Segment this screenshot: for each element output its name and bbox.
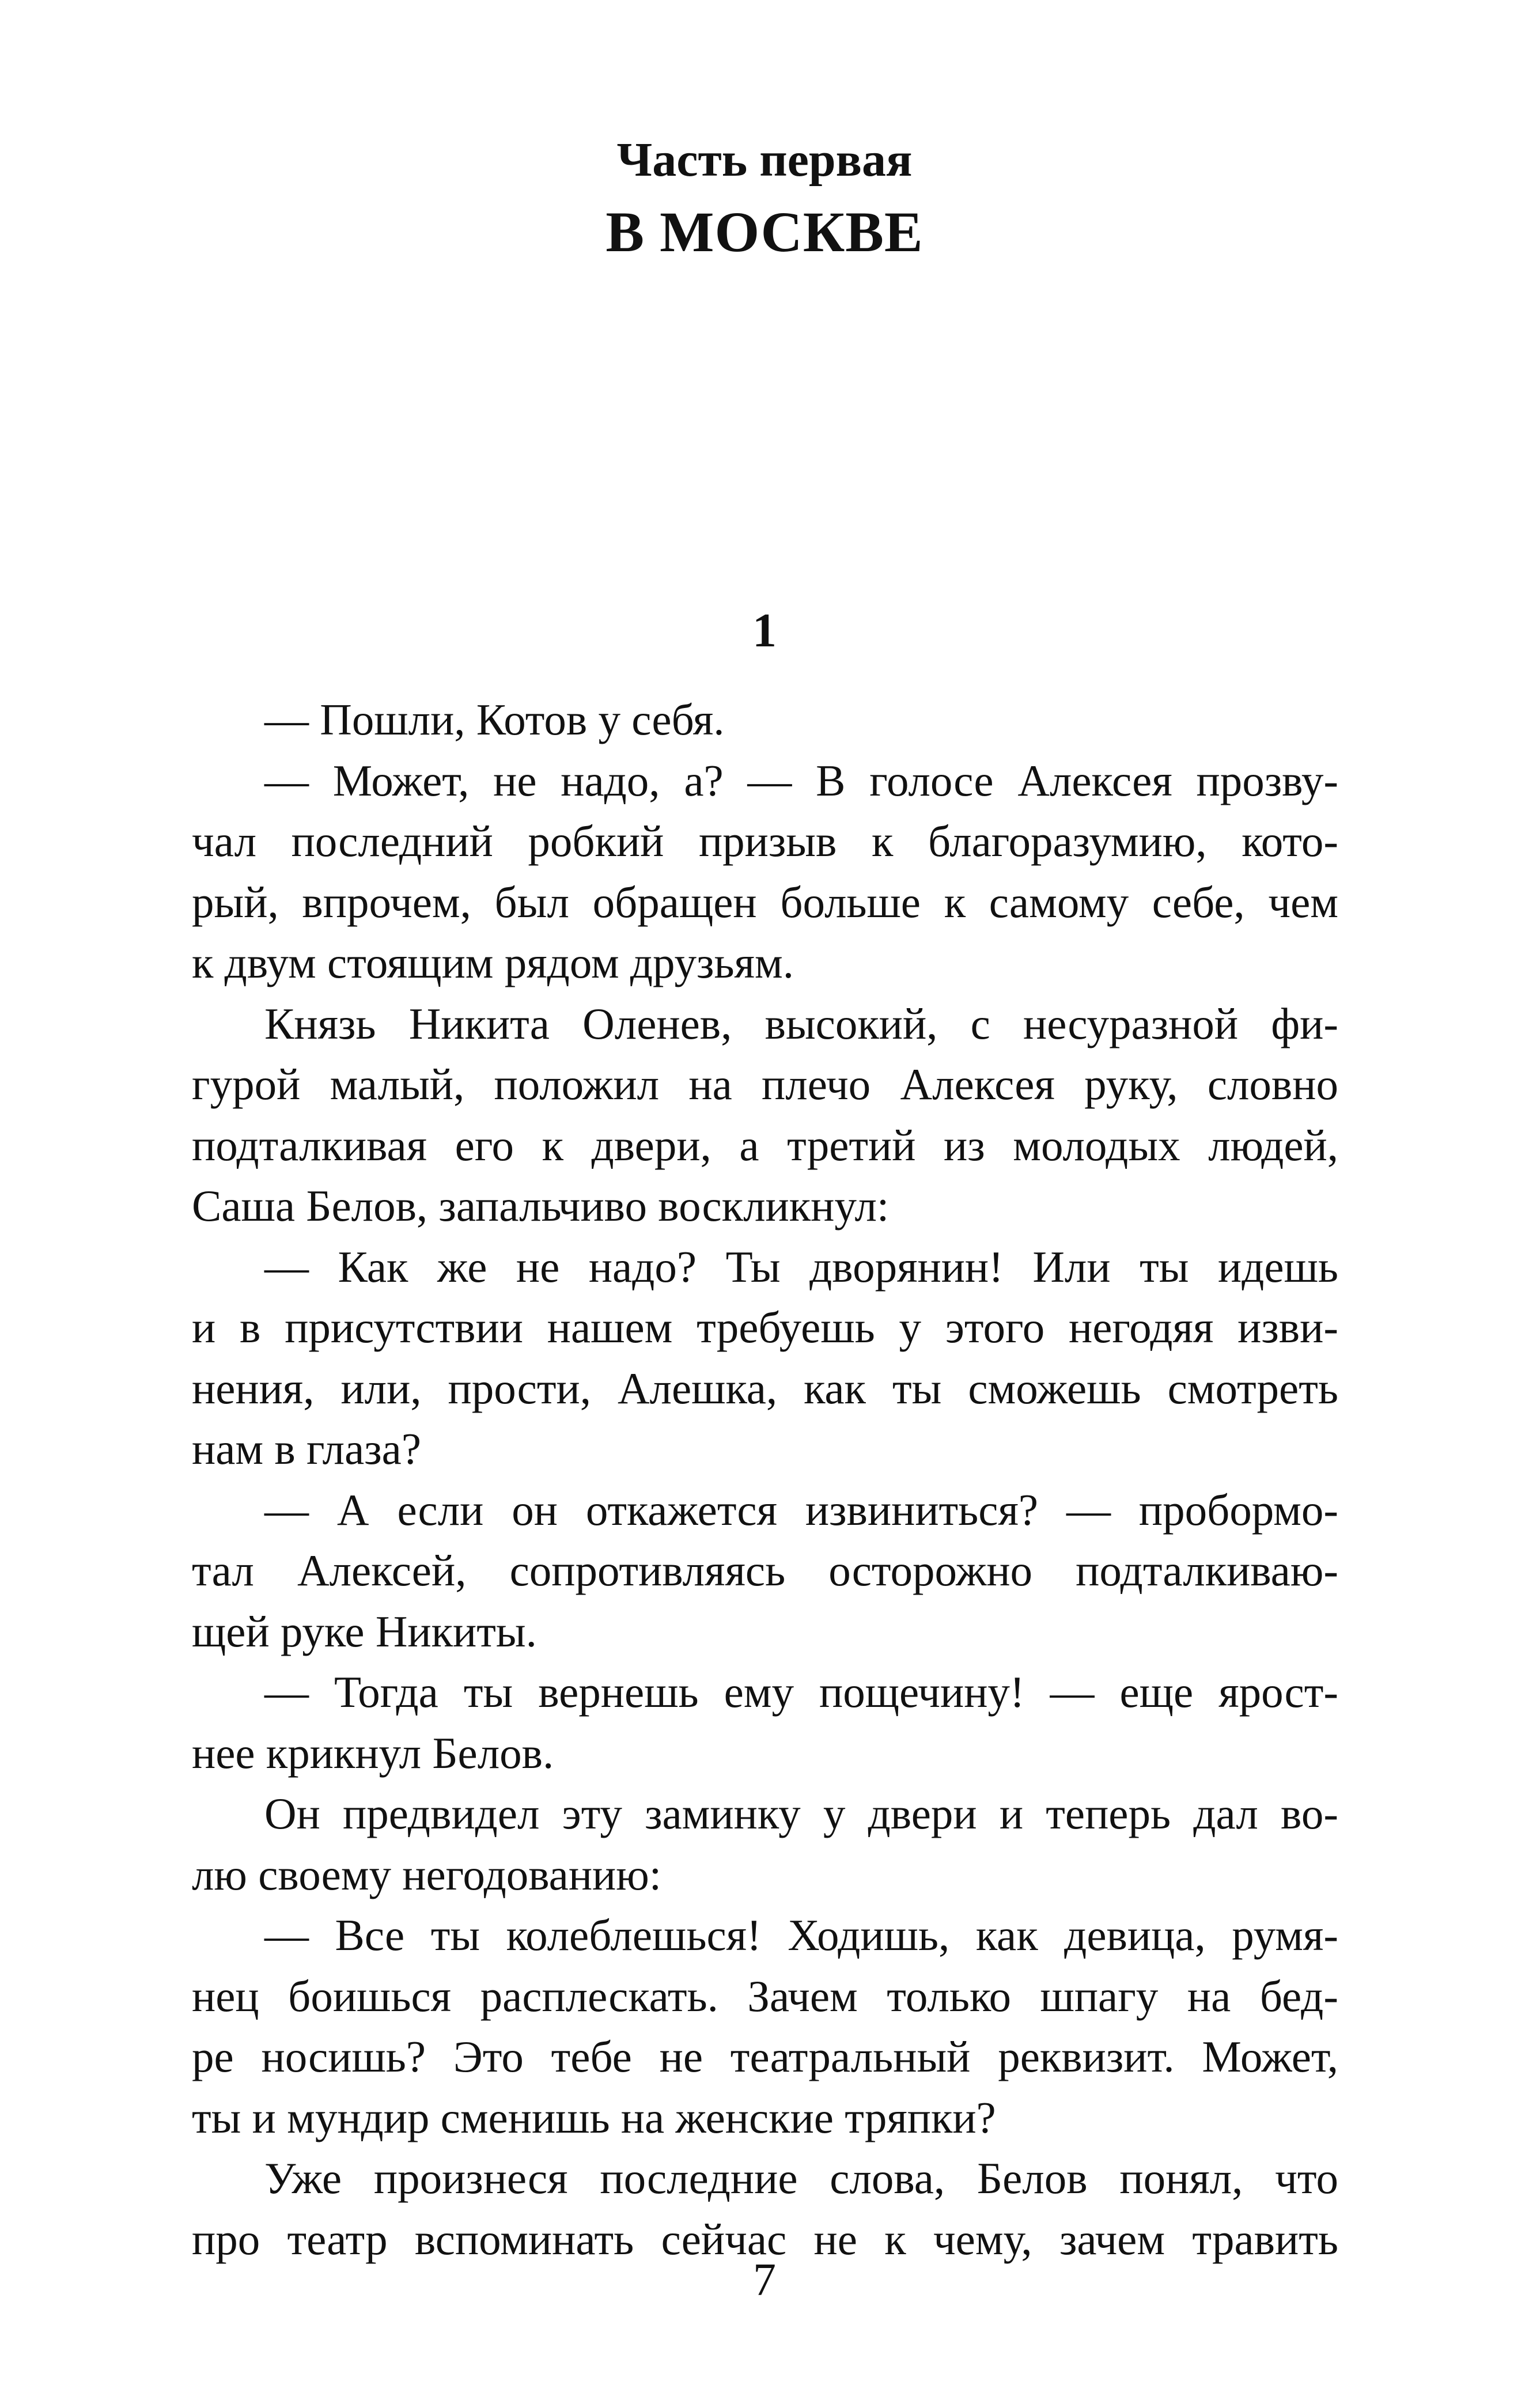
text-line: нам в глаза? — [192, 1424, 422, 1474]
text-line: — Пошли, Котов у себя. — [264, 695, 725, 744]
text-line: гурой малый, положил на плечо Алексея руку, словно — [192, 1059, 1338, 1109]
text-line: чал последний робкий призыв к благоразумию, кото- — [192, 816, 1338, 866]
text-line: Он предвидел эту заминку у двери и теперь дал во- — [264, 1789, 1338, 1838]
text-line: про театр вспоминать сейчас не к чему, зачем травить — [192, 2214, 1338, 2264]
text-line: подталкивая его к двери, а третий из молодых людей, — [192, 1120, 1338, 1170]
text-line: — Как же не надо? Ты дворянин! Или ты идешь — [264, 1241, 1338, 1292]
text-line: нее крикнул Белов. — [192, 1728, 554, 1778]
text-line: щей руке Никиты. — [192, 1606, 537, 1656]
chapter-number: 1 — [752, 604, 777, 657]
text-line: ре носишь? Это тебе не театральный реквизит. Может, — [192, 2032, 1338, 2081]
part-label: Часть первая — [616, 133, 913, 187]
page-number: 7 — [753, 2255, 776, 2305]
text-line: — Может, не надо, а? — В голосе Алексея прозву- — [264, 755, 1338, 805]
text-line: тал Алексей, сопротивляясь осторожно подталкиваю- — [192, 1546, 1338, 1595]
part-title: В МОСКВЕ — [605, 200, 924, 264]
text-line: — Все ты колеблешься! Ходишь, как девица, румя- — [264, 1910, 1338, 1960]
text-line: нец боишься расплескать. Зачем только шпагу на бед- — [192, 1971, 1338, 2021]
text-line: лю своему негодованию: — [192, 1849, 662, 1899]
text-line: — Тогда ты вернешь ему пощечину! — еще ярост- — [264, 1667, 1338, 1717]
text-line: Уже произнеся последние слова, Белов понял, что — [264, 2153, 1338, 2203]
text-line: Князь Никита Оленев, высокий, с несуразной фи- — [264, 998, 1338, 1048]
text-line: — А если он откажется извиниться? — пробормо- — [264, 1485, 1338, 1535]
body-text — [192, 690, 1338, 2270]
text-line: рый, впрочем, был обращен больше к самому себе, чем — [192, 877, 1338, 927]
text-line: нения, или, прости, Алешка, как ты сможешь смотреть — [192, 1363, 1338, 1413]
text-line: ты и мундир сменишь на женские тряпки? — [192, 2092, 996, 2142]
text-line: к двум стоящим рядом друзьям. — [192, 938, 794, 987]
text-line: Саша Белов, запальчиво воскликнул: — [192, 1181, 890, 1230]
text-line: и в присутствии нашем требуешь у этого негодяя изви- — [192, 1303, 1338, 1352]
